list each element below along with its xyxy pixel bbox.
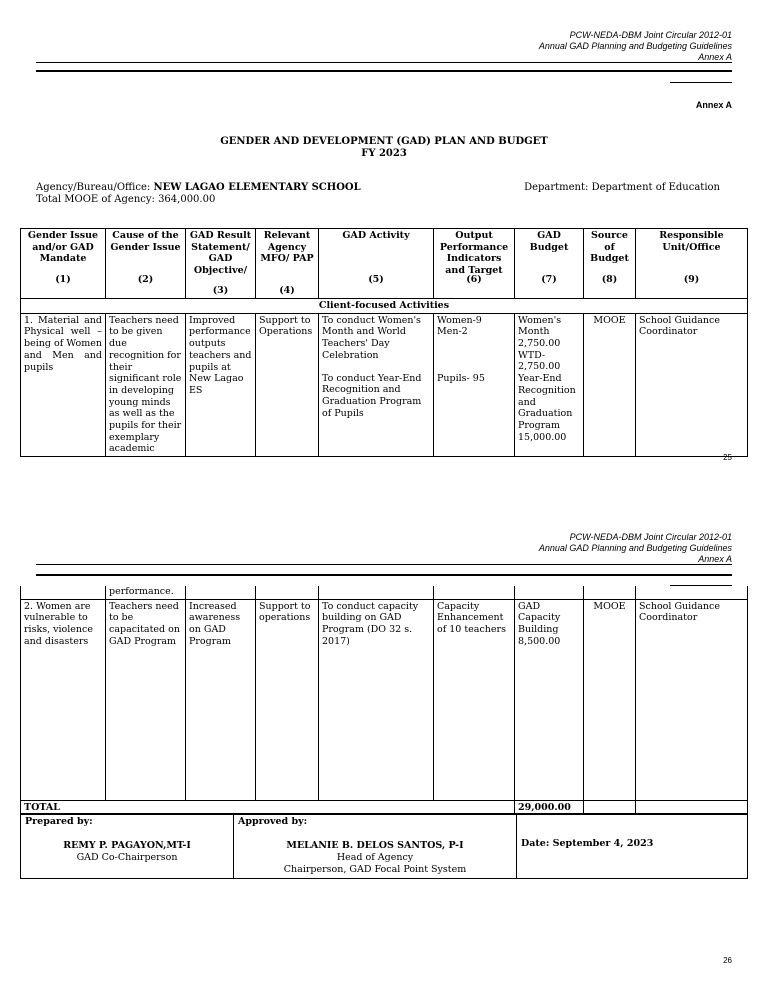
cause-cell: performance. <box>106 586 186 599</box>
source-cell: MOOE <box>584 599 636 800</box>
prepared-name: REMY P. PAGAYON,MT-I <box>63 840 191 851</box>
page-number: 26 <box>723 956 732 965</box>
circular-line: PCW-NEDA-DBM Joint Circular 2012-01 <box>569 532 732 542</box>
col-header: GAD Activity (5) <box>319 229 434 299</box>
col-header: Relevant Agency MFO/ PAP (4) <box>256 229 319 299</box>
signature-table <box>20 813 748 879</box>
col-header: Gender Issue and/or GAD Mandate (1) <box>21 229 106 299</box>
source-cell: MOOE <box>584 313 636 456</box>
header-rule <box>36 564 732 565</box>
gender-issue-cell: 2. Women are vulnerable to risks, violence and disasters <box>21 599 106 800</box>
mfo-cell: Support to Operations <box>256 313 319 456</box>
budget-text: WTD- 2,750.00 <box>518 349 561 373</box>
activity-cell <box>319 313 434 456</box>
total-label: TOTAL <box>21 800 515 815</box>
agency-block <box>36 182 361 206</box>
prepared-by-cell <box>21 814 234 879</box>
result-cell: Improved performance outputs teachers and pupils at New Lagao ES <box>186 313 256 456</box>
budget-cell <box>515 313 584 456</box>
col-header: GAD Result Statement/ GAD Objective/ (3) <box>186 229 256 299</box>
gad-plan-table-continued <box>20 586 748 815</box>
unit-cell: School Guidance Coordinator <box>636 599 748 800</box>
section-label: Client-focused Activities <box>21 299 748 314</box>
budget-text: Year-End Recognition and Graduation Program 15,000.00 <box>518 373 576 443</box>
circular-line: Annual GAD Planning and Budgeting Guidelines <box>538 543 732 553</box>
table-row <box>21 599 748 800</box>
total-mooe: Total MOOE of Agency: 364,000.00 <box>36 194 216 205</box>
circular-line: Annex A <box>698 554 732 564</box>
mfo-cell: Support to operations <box>256 599 319 800</box>
agency-value: NEW LAGAO ELEMENTARY SCHOOL <box>153 182 361 193</box>
unit-cell: School Guidance Coordinator <box>636 313 748 456</box>
table-row <box>21 313 748 456</box>
output-text: Pupils- 95 <box>437 372 485 384</box>
result-cell: Increased awareness on GAD Program <box>186 599 256 800</box>
short-rule <box>670 82 732 83</box>
circular-line: Annex A <box>698 52 732 62</box>
prepared-label: Prepared by: <box>25 816 93 827</box>
col-header: Output Performance Indicators and Target (6) <box>434 229 515 299</box>
continuation-row <box>21 586 748 599</box>
date-text: Date: September 4, 2023 <box>521 838 654 849</box>
cause-cell: Teachers need to be capacitated on GAD Program <box>106 599 186 800</box>
circular-header <box>539 30 732 63</box>
approved-label: Approved by: <box>238 816 308 827</box>
gad-plan-table <box>20 228 748 457</box>
budget-cell: GAD Capacity Building 8,500.00 <box>515 599 584 800</box>
header-rule-thick <box>36 574 732 576</box>
date-cell <box>517 814 748 879</box>
header-rule-thick <box>36 70 732 72</box>
circular-line: PCW-NEDA-DBM Joint Circular 2012-01 <box>569 30 732 40</box>
prepared-title: GAD Co-Chairperson <box>76 852 178 863</box>
gender-issue-cell: 1. Material and Physical well – being of Women and Men and pupils <box>21 313 106 456</box>
cause-cell: Teachers need to be given due recognition for their significant role in developing young minds as well as the pupils for their exemplary academic <box>106 313 186 456</box>
output-cell: Capacity Enhancement of 10 teachers <box>434 599 515 800</box>
activity-text: To conduct Women's Month and World Teachers' Day Celebration <box>322 314 421 361</box>
header-rule <box>36 62 732 63</box>
agency-label: Agency/Bureau/Office: <box>36 182 154 193</box>
col-header: GAD Budget (7) <box>515 229 584 299</box>
col-header: Source of Budget (8) <box>584 229 636 299</box>
page-title <box>0 136 768 160</box>
output-text: Women-9 Men-2 <box>437 314 482 338</box>
approved-by-cell <box>234 814 517 879</box>
total-value: 29,000.00 <box>515 800 584 815</box>
page-number: 25 <box>723 453 732 462</box>
col-header: Cause of the Gender Issue (2) <box>106 229 186 299</box>
fiscal-year: FY 2023 <box>361 148 407 159</box>
title-text: GENDER AND DEVELOPMENT (GAD) PLAN AND BUDGET <box>220 136 548 147</box>
output-cell <box>434 313 515 456</box>
activity-cell: To conduct capacity building on GAD Program (DO 32 s. 2017) <box>319 599 434 800</box>
activity-text: To conduct Year-End Recognition and Graduation Program of Pupils <box>322 372 422 419</box>
col-header: Responsible Unit/Office (9) <box>636 229 748 299</box>
circular-header <box>539 532 732 565</box>
approved-title: Head of Agency <box>336 852 414 863</box>
annex-label: Annex A <box>695 100 732 110</box>
header-row <box>21 229 748 299</box>
budget-text: Women's Month 2,750.00 <box>518 314 562 350</box>
section-row <box>21 299 748 314</box>
circular-line: Annual GAD Planning and Budgeting Guidelines <box>538 41 732 51</box>
approved-name: MELANIE B. DELOS SANTOS, P-I <box>286 840 464 851</box>
approved-title: Chairperson, GAD Focal Point System <box>283 864 467 875</box>
department: Department: Department of Education <box>524 182 720 193</box>
